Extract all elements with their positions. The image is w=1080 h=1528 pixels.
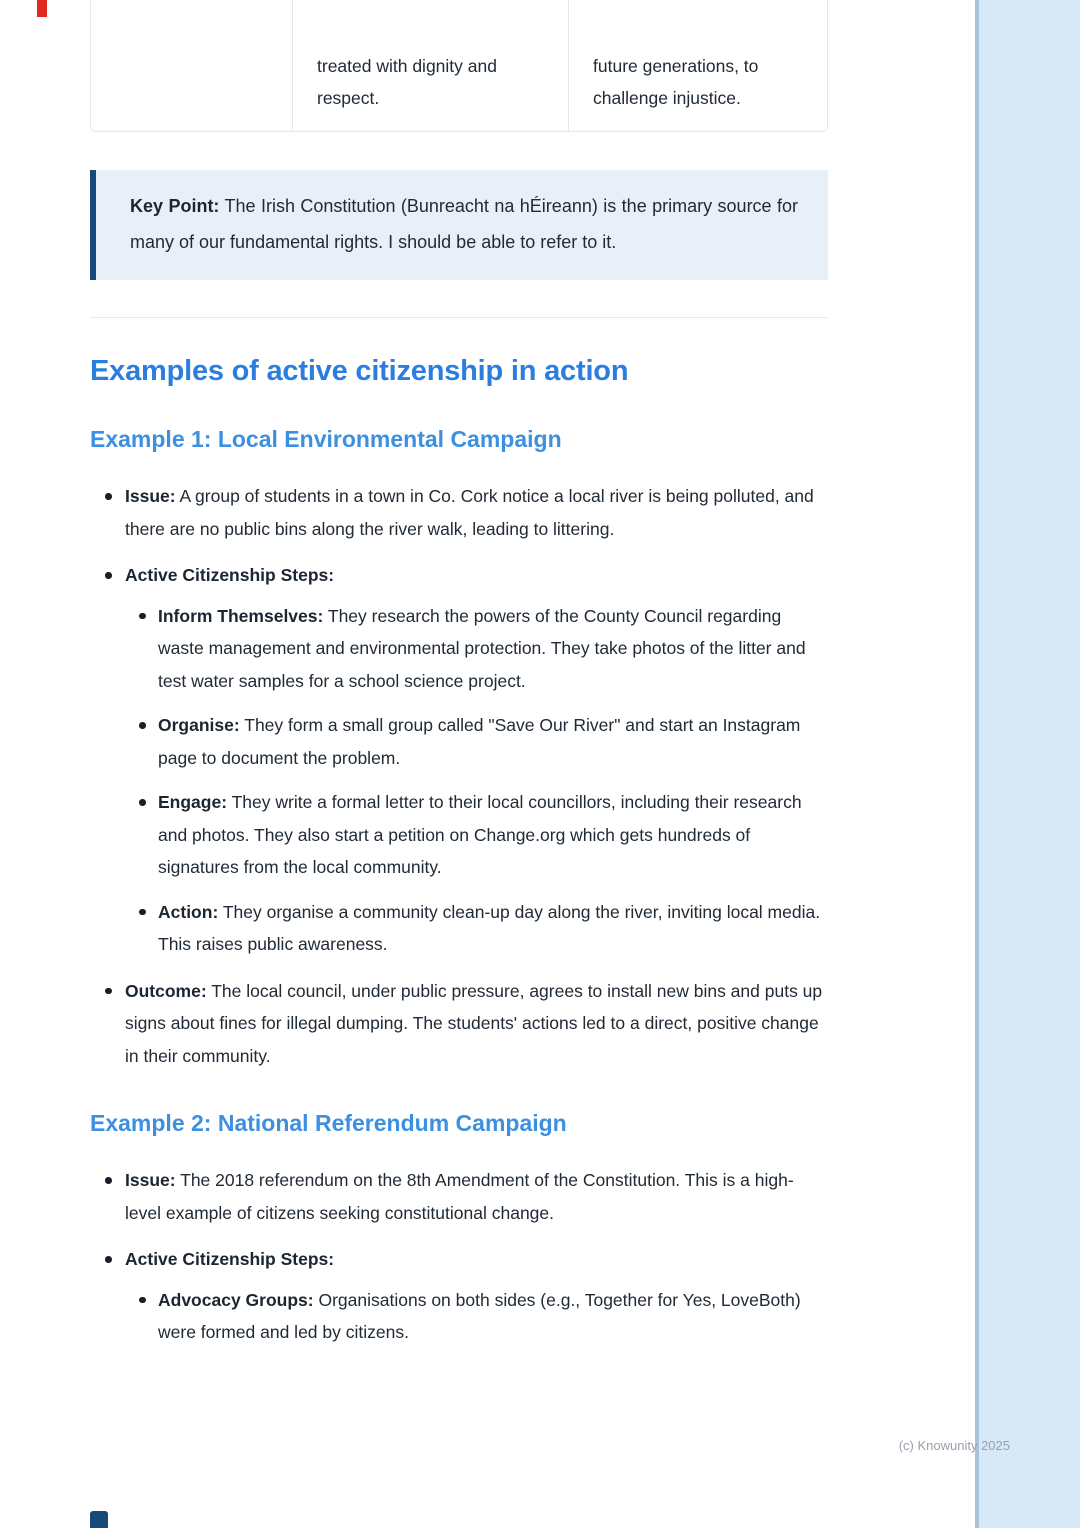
document-content [90,0,828,1363]
example-2-list [90,1164,828,1349]
copyright-note: (c) Knowunity 2025 [898,1438,1010,1453]
list-item-text: A group of students in a town in Co. Cork notice a local river is being polluted, and there are no public bins along the river walk, leading to littering. [125,486,814,539]
key-point-callout [90,170,828,280]
list-item [125,559,828,961]
key-point-label: Key Point: [130,196,220,216]
list-item [158,600,828,698]
example-1-list [90,480,828,1072]
list-item [158,896,828,961]
example-2-heading: Example 2: National Referendum Campaign [90,1110,567,1136]
key-point-text: The Irish Constitution (Bunreacht na hÉireann) is the primary source for many of our fundamental rights. I should be able to refer to it. [130,196,798,252]
list-item-label: Engage: [158,792,228,812]
list-item [125,1164,828,1229]
table-cell: treated with dignity and respect. [292,0,568,131]
list-item-text: They write a formal letter to their local councillors, including their research and photos. They also start a petition on Change.org which gets hundreds of signatures from the local community. [158,792,802,877]
table-cell: future generations, to challenge injustice. [568,0,828,131]
table-cell [91,0,292,131]
section-divider [90,317,828,318]
rights-table [90,0,828,132]
example-1-heading: Example 1: Local Environmental Campaign [90,426,562,452]
list-item-text: The local council, under public pressure, agrees to install new bins and puts up signs about fines for illegal dumping. The students' actions led to a direct, positive change in their community. [125,980,823,1066]
page-margin-band [979,0,1080,1528]
next-callout-border-stub [90,1511,108,1528]
section-heading: Examples of active citizenship in action [90,355,629,387]
list-item-text: They research the powers of the County Council regarding waste management and environmental protection. They take photos of the litter and test water samples for a school science project. [158,605,806,691]
list-item [125,480,828,545]
list-item [158,786,828,884]
list-item [158,1284,828,1349]
list-item-label: Issue: [125,1170,176,1190]
list-item [125,1243,828,1349]
list-item-text: They organise a community clean-up day along the river, inviting local media. This raises public awareness. [158,901,821,954]
steps-sublist [125,1284,828,1349]
list-item-label: Active Citizenship Steps: [125,1249,335,1269]
list-item-label: Organise: [158,715,240,735]
list-item-label: Inform Themselves: [158,605,324,626]
list-item-label: Active Citizenship Steps: [125,565,335,585]
list-item-text: The 2018 referendum on the 8th Amendment of the Constitution. This is a high-level example of citizens seeking constitutional change. [125,1170,794,1223]
list-item-text: They form a small group called "Save Our River" and start an Instagram page to document the problem. [158,715,801,768]
steps-sublist [125,600,828,961]
list-item-label: Issue: [125,486,176,506]
list-item [125,975,828,1073]
list-item-label: Action: [158,901,219,922]
list-item-text: Organisations on both sides (e.g., Together for Yes, LoveBoth) were formed and led by citizens. [158,1289,801,1342]
list-item-label: Outcome: [125,980,207,1001]
red-edge-marker [37,0,47,17]
list-item [158,709,828,774]
list-item-label: Advocacy Groups: [158,1289,314,1310]
